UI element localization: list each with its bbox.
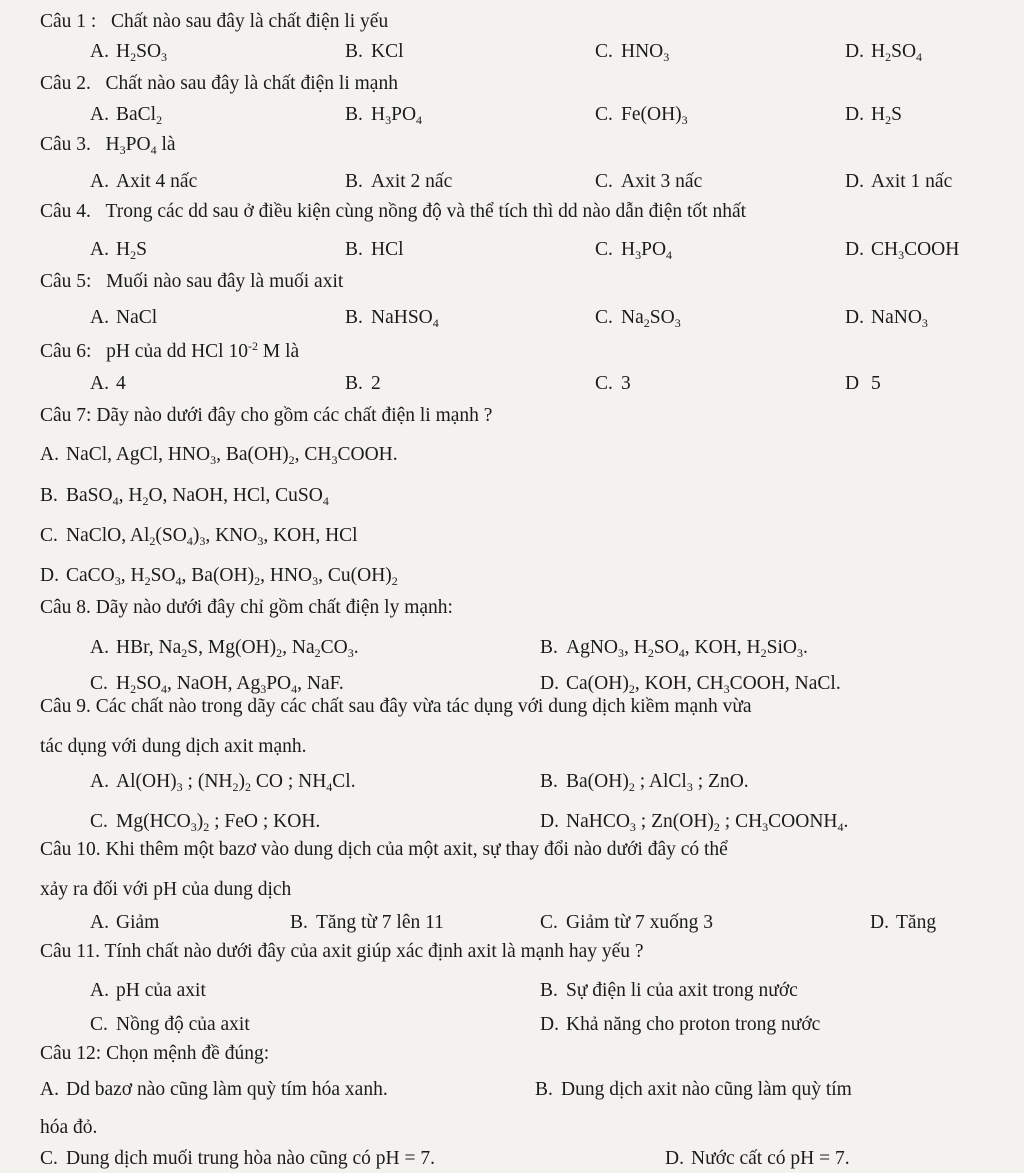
option-letter: D.: [845, 239, 864, 260]
option-letter: A.: [40, 444, 59, 465]
option-letter: C.: [90, 811, 108, 832]
option-10-4: [870, 911, 936, 935]
option-letter: D.: [665, 1148, 684, 1169]
option-letter: D.: [540, 1014, 559, 1035]
option-letter: D.: [845, 307, 864, 328]
question-title-4: [40, 200, 746, 224]
option-text: hóa đỏ.: [40, 1117, 98, 1138]
option-letter: A.: [90, 980, 109, 1001]
option-letter: D.: [540, 673, 559, 694]
option-text: $Fe(OH)_3$: [621, 104, 688, 127]
option-5-3: [595, 306, 681, 330]
option-9-1: [90, 770, 356, 794]
option-10-1: [90, 911, 159, 935]
option-text: $H_3PO_4$: [371, 104, 423, 127]
question-text: Câu 5: Muối nào sau đây là muối axit: [40, 271, 344, 292]
option-4-1: [90, 238, 147, 262]
option-letter: B.: [40, 485, 58, 506]
option-12-2: [535, 1078, 852, 1102]
option-text: $Na_2SO_3$: [621, 307, 681, 330]
option-letter: A.: [90, 104, 109, 125]
option-text: Axit 2 nấc: [371, 171, 453, 192]
option-letter: A.: [90, 637, 109, 658]
option-1-1: [90, 40, 167, 64]
option-text: Dung dịch axit nào cũng làm quỳ tím: [561, 1079, 852, 1100]
question-title-6: [40, 340, 299, 364]
option-text: 2: [371, 373, 381, 394]
option-8-3: [90, 672, 344, 696]
option-letter: C.: [90, 1014, 108, 1035]
option-letter: D.: [40, 565, 59, 586]
question-title-8: [40, 596, 453, 620]
option-6-3: [595, 372, 631, 396]
question-title-2: [40, 72, 398, 96]
option-letter: D.: [540, 811, 559, 832]
option-text: Sự điện li của axit trong nước: [566, 980, 798, 1001]
question-text: Câu 8. Dãy nào dưới đây chỉ gồm chất điện ly mạnh:: [40, 597, 453, 618]
option-3-2: [345, 170, 452, 194]
option-letter: B.: [535, 1079, 553, 1100]
option-10-2: [290, 911, 444, 935]
option-letter: C.: [595, 171, 613, 192]
option-text: BaCl$_2$: [116, 104, 163, 127]
option-12-5: [665, 1147, 850, 1171]
option-letter: A.: [90, 373, 109, 394]
question-title-11: [40, 940, 644, 964]
option-letter: D.: [870, 912, 889, 933]
option-text: Axit 3 nấc: [621, 171, 703, 192]
question-title-1: [40, 10, 388, 34]
option-1-4: [845, 40, 922, 64]
option-12-3: [40, 1116, 97, 1140]
option-5-1: [90, 306, 157, 330]
option-letter: B.: [290, 912, 308, 933]
option-text: NaCl: [116, 307, 158, 328]
option-letter: B.: [540, 980, 558, 1001]
option-text: $H_2S$: [871, 104, 902, 127]
option-letter: D: [845, 373, 860, 394]
question-text: Câu 11. Tính chất nào dưới đây của axit giúp xác định axit là mạnh hay yếu ?: [40, 941, 644, 962]
option-text: $H_2SO_3$: [116, 41, 168, 64]
option-letter: B.: [345, 373, 363, 394]
option-letter: A.: [90, 171, 109, 192]
question-text: Câu 6: pH của dd HCl $10^{-2}$ M là: [40, 339, 300, 362]
option-11-1: [90, 979, 206, 1003]
option-text: $Ca(OH)_2$, KOH, $CH_3COOH$, NaCl.: [566, 673, 841, 696]
option-7-1: [40, 443, 398, 467]
option-letter: B.: [345, 104, 363, 125]
option-letter: C.: [595, 239, 613, 260]
option-3-1: [90, 170, 197, 194]
option-letter: B.: [345, 307, 363, 328]
option-text: $H_2S$: [116, 239, 147, 262]
option-letter: D.: [845, 171, 864, 192]
question-text: Câu 4. Trong các dd sau ở điều kiện cùng nồng độ và thể tích thì dd nào dẫn điện tốt nhất: [40, 201, 747, 222]
option-text: Tăng: [896, 912, 937, 933]
option-7-2: [40, 484, 329, 508]
option-7-3: [40, 524, 358, 548]
option-8-1: [90, 636, 359, 660]
option-text: $CH_3COOH$: [871, 239, 960, 262]
option-letter: C.: [90, 673, 108, 694]
option-text: NaNO$_3$: [871, 307, 928, 330]
option-12-1: [40, 1078, 388, 1102]
question-text: Câu 7: Dãy nào dưới đây cho gồm các chất điện li mạnh ?: [40, 405, 493, 426]
option-2-3: [595, 103, 688, 127]
option-text: NaHCO$_3$ ; $Zn(OH)_2$ ; $CH_3COONH_4$.: [566, 811, 849, 834]
option-letter: C.: [40, 525, 58, 546]
option-8-2: [540, 636, 808, 660]
option-text: Giảm từ 7 xuống 3: [566, 912, 714, 933]
option-text: NaClO, $Al_2(SO_4)_3$, $KNO_3$, KOH, HCl: [66, 525, 358, 548]
question-title-5: [40, 270, 343, 294]
option-9-2: [540, 770, 749, 794]
option-text: KCl: [371, 41, 404, 62]
option-text: NaHSO$_4$: [371, 307, 439, 330]
option-letter: A.: [90, 41, 109, 62]
question-text: Câu 12: Chọn mệnh đề đúng:: [40, 1043, 270, 1064]
option-6-4: [845, 372, 881, 396]
option-letter: A.: [90, 307, 109, 328]
question-title-9: [40, 695, 752, 719]
option-letter: A.: [90, 239, 109, 260]
question-text: Câu 2. Chất nào sau đây là chất điện li mạnh: [40, 73, 398, 94]
option-text: $H_2SO_4$: [871, 41, 923, 64]
option-8-4: [540, 672, 841, 696]
option-letter: B.: [540, 637, 558, 658]
option-text: Giảm: [116, 912, 160, 933]
option-7-4: [40, 564, 398, 588]
option-text: Axit 4 nấc: [116, 171, 198, 192]
option-9-4: [540, 810, 848, 834]
option-letter: D.: [845, 41, 864, 62]
question-text: Câu 9. Các chất nào trong dãy các chất sau đây vừa tác dụng với dung dịch kiềm mạnh vừa: [40, 696, 752, 717]
option-2-2: [345, 103, 422, 127]
option-4-3: [595, 238, 672, 262]
option-4-4: [845, 238, 959, 262]
option-letter: C.: [540, 912, 558, 933]
option-text: Nồng độ của axit: [116, 1014, 250, 1035]
option-letter: B.: [345, 239, 363, 260]
option-letter: C.: [595, 373, 613, 394]
option-text: pH của axit: [116, 980, 206, 1001]
option-text: $Al(OH)_3$ ; $(NH_2)_2$ CO ; $NH_4Cl$.: [116, 771, 356, 794]
option-3-3: [595, 170, 702, 194]
option-letter: C.: [40, 1148, 58, 1169]
option-text: Dung dịch muối trung hòa nào cũng có pH = 7.: [66, 1148, 435, 1169]
option-text: $H_3PO_4$: [621, 239, 673, 262]
option-text: Tăng từ 7 lên 11: [316, 912, 444, 933]
question-text: Câu 1 : Chất nào sau đây là chất điện li yếu: [40, 11, 389, 32]
option-6-2: [345, 372, 381, 396]
option-1-2: [345, 40, 404, 64]
option-text: $H_2SO_4$, NaOH, $Ag_3PO_4$, NaF.: [116, 673, 344, 696]
option-11-2: [540, 979, 798, 1003]
option-text: Nước cất có pH = 7.: [691, 1148, 850, 1169]
option-text: $Mg(HCO_3)_2$ ; FeO ; KOH.: [116, 811, 321, 834]
option-text: AgNO$_3$, $H_2SO_4$, KOH, $H_2SiO_3$.: [566, 637, 808, 660]
option-text: Dd bazơ nào cũng làm quỳ tím hóa xanh.: [66, 1079, 388, 1100]
question-text: Câu 3. $H_3PO_4$ là: [40, 134, 176, 157]
option-letter: C.: [595, 41, 613, 62]
option-1-3: [595, 40, 669, 64]
option-text: Khả năng cho proton trong nước: [566, 1014, 821, 1035]
option-text: HCl: [371, 239, 404, 260]
question-title-cont-10: xảy ra đối với pH của dung dịch: [40, 879, 292, 900]
option-letter: C.: [595, 104, 613, 125]
option-11-4: [540, 1013, 820, 1037]
question-text: Câu 10. Khi thêm một bazơ vào dung dịch của một axit, sự thay đổi nào dưới đây có thể: [40, 839, 728, 860]
option-text: NaCl, AgCl, $HNO_3$, $Ba(OH)_2$, $CH_3COOH$.: [66, 444, 398, 467]
option-text: Axit 1 nấc: [871, 171, 953, 192]
option-9-3: [90, 810, 320, 834]
option-4-2: [345, 238, 404, 262]
option-letter: C.: [595, 307, 613, 328]
question-title-10: [40, 838, 728, 862]
question-title-3: [40, 133, 176, 157]
option-2-1: [90, 103, 162, 127]
option-text: CaCO$_3$, $H_2SO_4$, $Ba(OH)_2$, $HNO_3$, $Cu(OH)_2$: [66, 565, 398, 588]
option-text: 3: [621, 373, 631, 394]
question-title-7: [40, 404, 492, 428]
option-letter: B.: [540, 771, 558, 792]
option-5-2: [345, 306, 439, 330]
option-11-3: [90, 1013, 250, 1037]
option-text: HBr, $Na_2S$, $Mg(OH)_2$, $Na_2CO_3$.: [116, 637, 359, 660]
option-10-3: [540, 911, 713, 935]
option-text: 5: [871, 373, 881, 394]
option-text: BaSO$_4$, $H_2O$, NaOH, HCl, CuSO$_4$: [66, 485, 329, 508]
option-letter: A.: [40, 1079, 59, 1100]
option-3-4: [845, 170, 952, 194]
option-5-4: [845, 306, 928, 330]
option-letter: A.: [90, 912, 109, 933]
option-letter: A.: [90, 771, 109, 792]
option-2-4: [845, 103, 902, 127]
option-text: $HNO_3$: [621, 41, 670, 64]
option-6-1: [90, 372, 126, 396]
option-12-4: [40, 1147, 435, 1171]
question-title-cont-9: tác dụng với dung dịch axit mạnh.: [40, 736, 307, 757]
option-text: $Ba(OH)_2$ ; AlCl$_3$ ; ZnO.: [566, 771, 749, 794]
option-letter: B.: [345, 41, 363, 62]
option-letter: D.: [845, 104, 864, 125]
question-title-12: [40, 1042, 269, 1066]
option-text: 4: [116, 373, 126, 394]
option-letter: B.: [345, 171, 363, 192]
